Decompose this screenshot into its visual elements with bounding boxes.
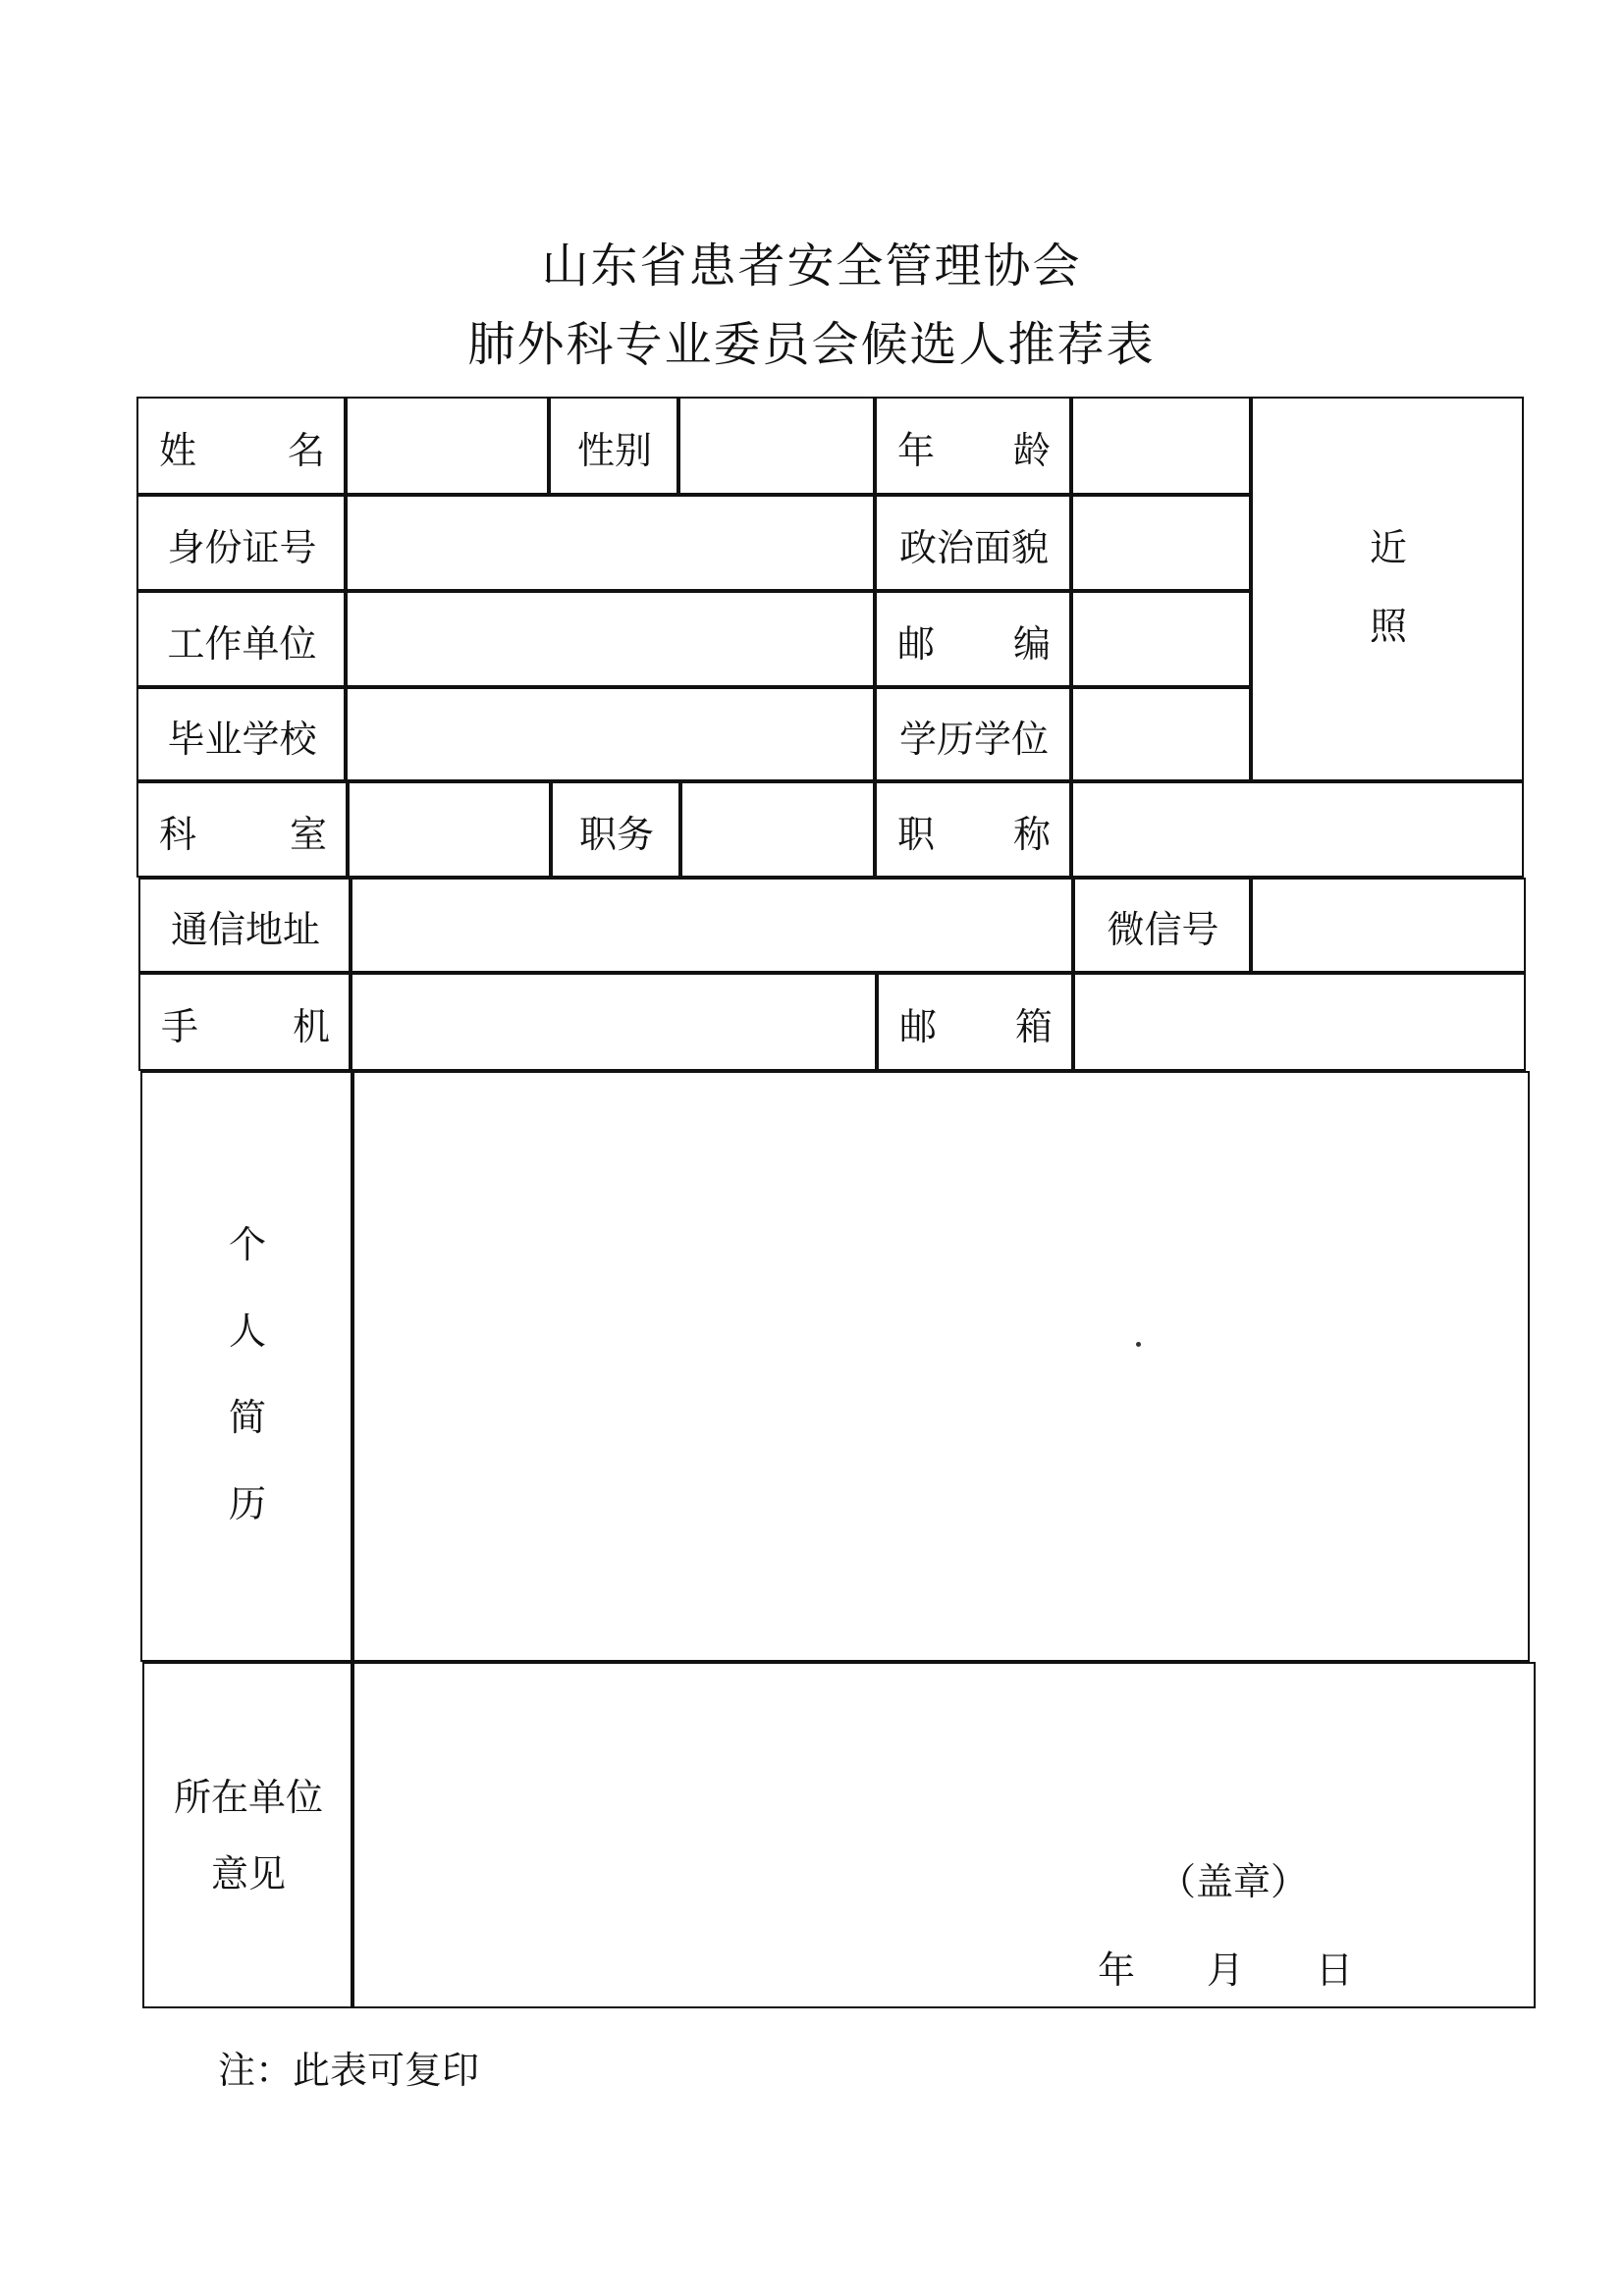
political-status-label: 政治面貌 (898, 525, 1049, 569)
email-field[interactable] (1073, 973, 1526, 1071)
graduate-school-field[interactable] (346, 687, 875, 781)
unit-opinion-label: 所在单位 意见 (173, 1776, 323, 1896)
postcode-label: 邮 编 (897, 621, 1051, 666)
stray-mark (1136, 1342, 1141, 1347)
photo-label: 近 照 (1369, 525, 1407, 648)
political-status-field[interactable] (1071, 495, 1251, 591)
resume-field[interactable] (352, 1071, 1530, 1662)
position-label: 职务 (578, 812, 654, 856)
email-label: 邮 箱 (899, 1004, 1053, 1048)
postcode-field[interactable] (1071, 591, 1251, 687)
address-label: 通信地址 (170, 908, 320, 951)
name-label: 姓 名 (159, 428, 325, 472)
id-number-label: 身份证号 (167, 525, 317, 569)
mobile-field[interactable] (351, 973, 877, 1071)
education-degree-field[interactable] (1071, 687, 1251, 781)
resume-label: 个 人 简 历 (228, 1223, 266, 1525)
job-title-field[interactable] (1071, 781, 1524, 878)
date-day-label: 日 (1315, 1949, 1353, 1992)
address-field[interactable] (351, 878, 1073, 973)
education-degree-label: 学历学位 (898, 717, 1049, 761)
stamp-label: （盖章） (1159, 1860, 1309, 1903)
date-month-label: 月 (1206, 1949, 1244, 1992)
department-label: 科 室 (159, 812, 327, 856)
gender-field[interactable] (678, 397, 875, 495)
date-year-label: 年 (1098, 1949, 1136, 1992)
age-label: 年 龄 (897, 428, 1051, 472)
wechat-label: 微信号 (1107, 908, 1219, 951)
id-number-field[interactable] (346, 495, 875, 591)
wechat-field[interactable] (1251, 878, 1526, 973)
age-field[interactable] (1071, 397, 1251, 495)
work-unit-label: 工作单位 (167, 621, 317, 666)
job-title-label: 职 称 (897, 812, 1051, 856)
form-title-line1: 山东省患者安全管理协会 (541, 239, 1082, 294)
work-unit-field[interactable] (346, 591, 875, 687)
footnote: 注：此表可复印 (218, 2049, 480, 2092)
form-title-line2: 肺外科专业委员会候选人推荐表 (467, 317, 1156, 372)
name-field[interactable] (346, 397, 549, 495)
mobile-label: 手 机 (161, 1004, 330, 1048)
gender-label: 性别 (576, 428, 652, 472)
unit-opinion-field[interactable] (352, 1662, 1536, 2008)
date-line (1098, 1940, 1353, 1994)
department-field[interactable] (348, 781, 551, 878)
position-field[interactable] (680, 781, 875, 878)
graduate-school-label: 毕业学校 (167, 717, 317, 761)
